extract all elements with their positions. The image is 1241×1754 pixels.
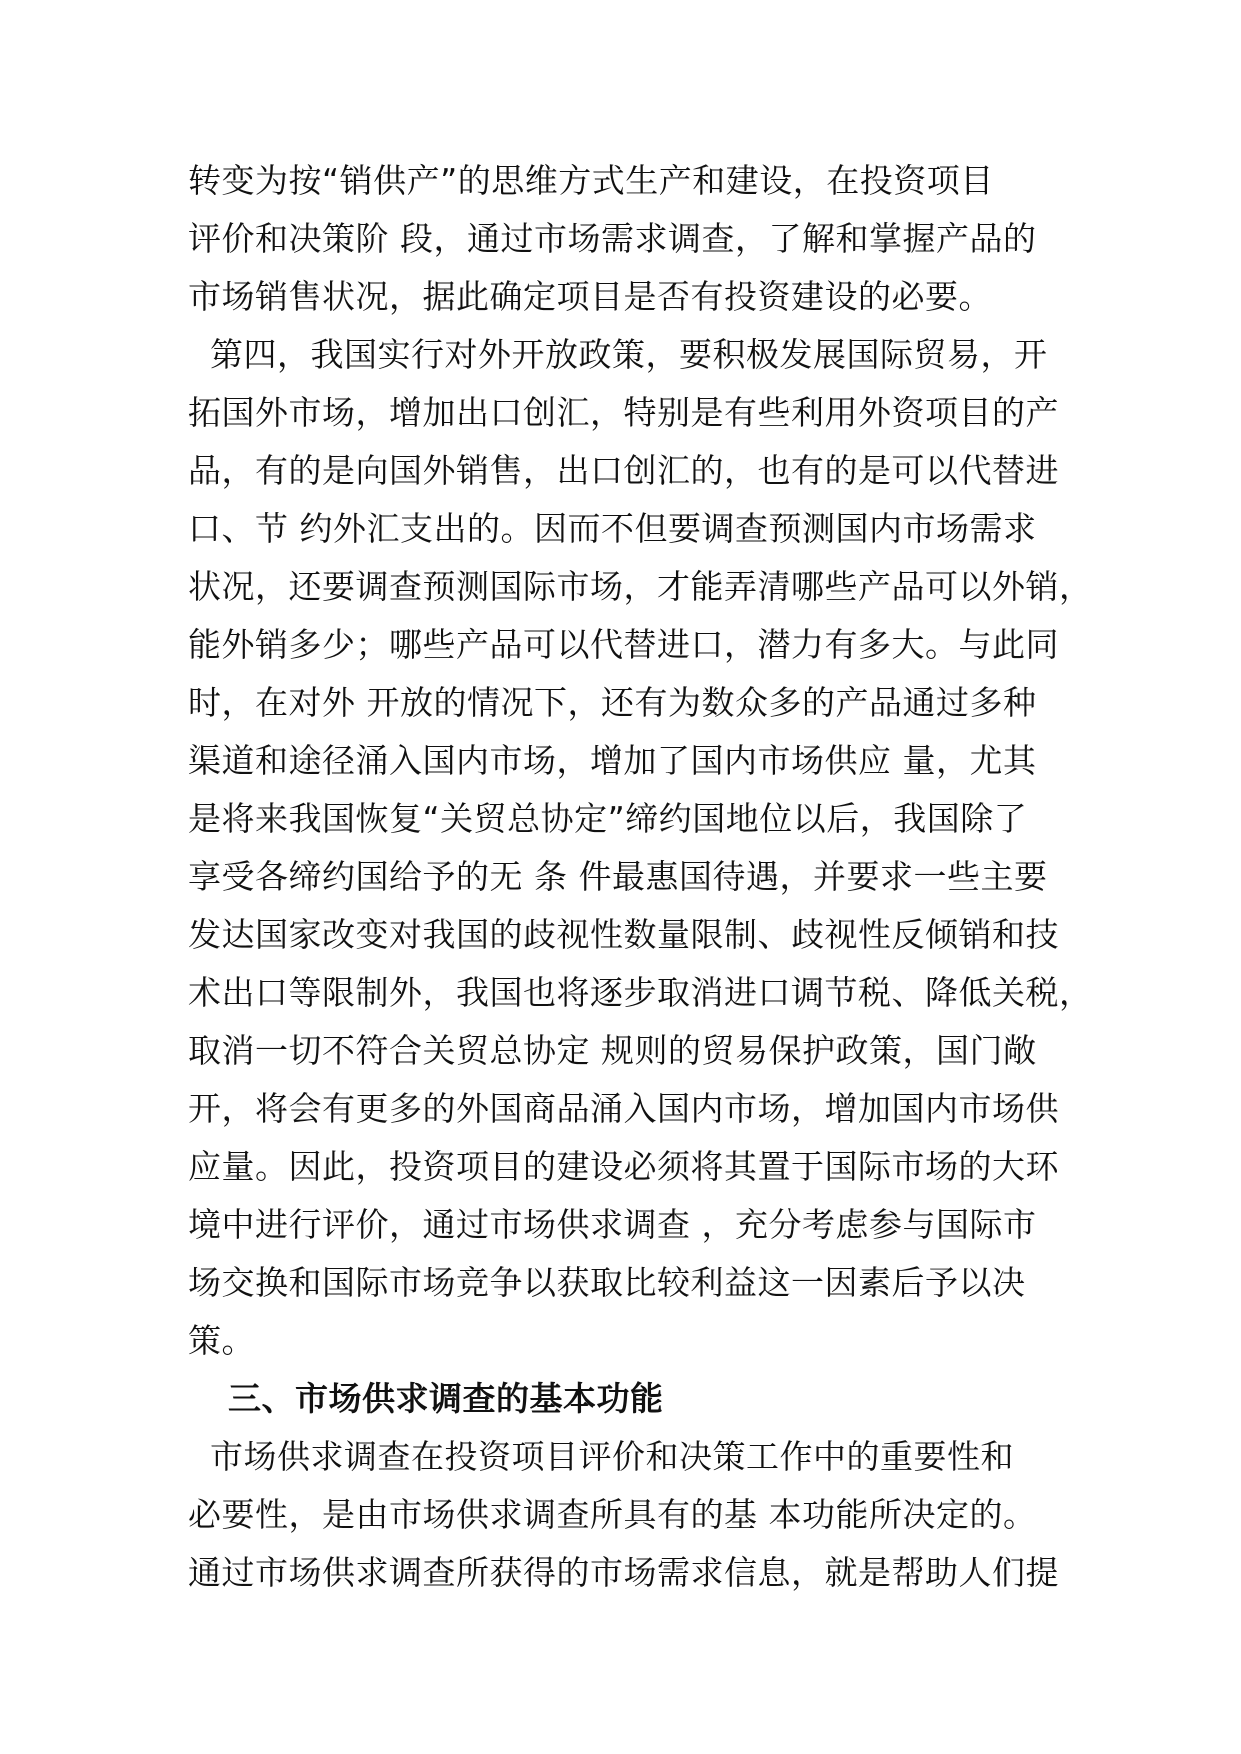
text-line: 市场供求调查在投资项目评价和决策工作中的重要性和 <box>188 1437 1014 1476</box>
text-line: 应量。因此，投资项目的建设必须将其置于国际市场的大环 <box>188 1147 1059 1186</box>
text-line: 状况，还要调查预测国际市场，才能弄清哪些产品可以外销， <box>188 567 1093 606</box>
text-line: 是将来我国恢复“关贸总协定”缔约国地位以后，我国除了 <box>188 799 1028 838</box>
document-body <box>188 152 1093 1602</box>
text-line: 渠道和途径涌入国内市场，增加了国内市场供应 量，尤其 <box>188 741 1037 780</box>
text-line: 能外销多少；哪些产品可以代替进口，潜力有多大。与此同 <box>188 625 1059 664</box>
text-line: 术出口等限制外，我国也将逐步取消进口调节税、降低关税， <box>188 973 1093 1012</box>
text-line: 第四，我国实行对外开放政策，要积极发展国际贸易，开 <box>188 335 1048 374</box>
text-line: 取消一切不符合关贸总协定 规则的贸易保护政策，国门敞 <box>188 1031 1037 1070</box>
section-heading: 三、市场供求调查的基本功能 <box>228 1379 664 1418</box>
text-line: 转变为按“销供产”的思维方式生产和建设，在投资项目 <box>188 161 994 200</box>
text-line: 必要性，是由市场供求调查所具有的基 本功能所决定的。 <box>188 1495 1037 1534</box>
text-line: 境中进行评价，通过市场供求调查 ，充分考虑参与国际市 <box>188 1205 1037 1244</box>
text-line: 市场销售状况，据此确定项目是否有投资建设的必要。 <box>188 277 992 316</box>
text-line: 场交换和国际市场竞争以获取比较利益这一因素后予以决 <box>188 1263 1026 1302</box>
text-line: 发达国家改变对我国的歧视性数量限制、歧视性反倾销和技 <box>188 915 1059 954</box>
text-line: 口、节 约外汇支出的。因而不但要调查预测国内市场需求 <box>188 509 1037 548</box>
text-line: 评价和决策阶 段，通过市场需求调查，了解和掌握产品的 <box>188 219 1037 258</box>
text-line: 品，有的是向国外销售，出口创汇的，也有的是可以代替进 <box>188 451 1059 490</box>
text-line: 策。 <box>188 1321 255 1360</box>
text-line: 时，在对外 开放的情况下，还有为数众多的产品通过多种 <box>188 683 1037 722</box>
text-line: 享受各缔约国给予的无 条 件最惠国待遇，并要求一些主要 <box>188 857 1048 896</box>
text-line: 通过市场供求调查所获得的市场需求信息，就是帮助人们提 <box>188 1553 1059 1592</box>
text-line: 拓国外市场，增加出口创汇，特别是有些利用外资项目的产 <box>188 393 1059 432</box>
text-line: 开，将会有更多的外国商品涌入国内市场，增加国内市场供 <box>188 1089 1059 1128</box>
